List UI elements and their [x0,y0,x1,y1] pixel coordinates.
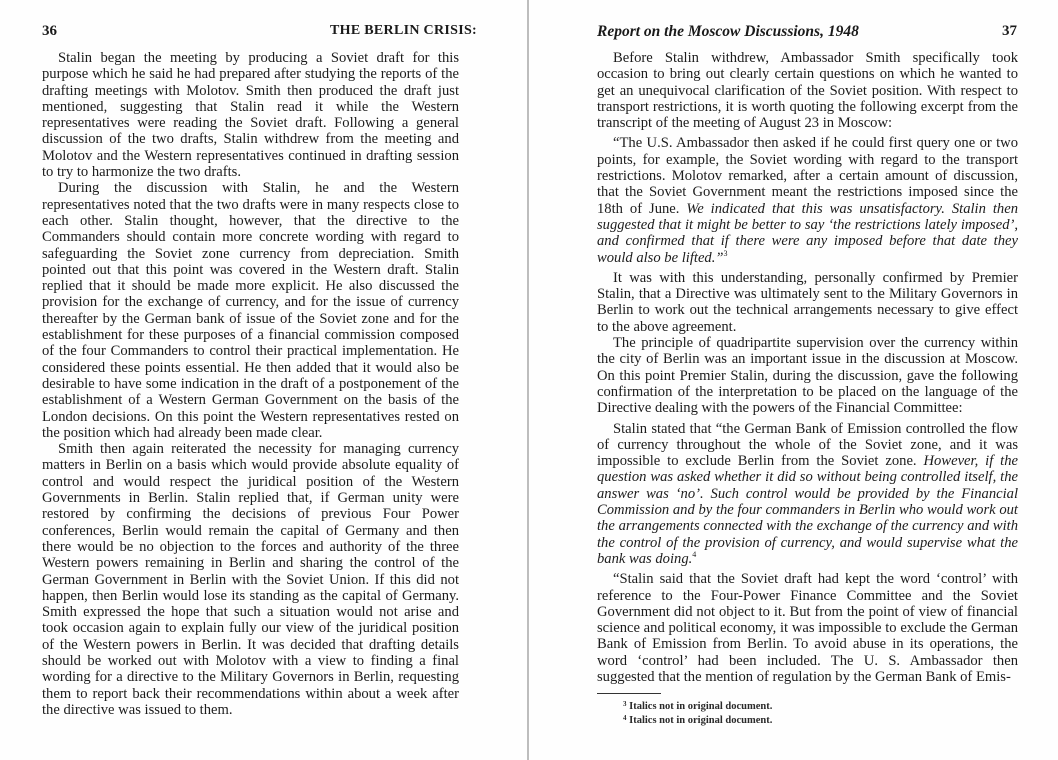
page-number-right: 37 [1002,23,1017,39]
paragraph: Smith then again reiterated the necessity for managing currency matters in Berlin on a basis which would provide absolute equality of control and would respect the juridical position of the Western Governments in Berlin. Stalin replied that, if German unity were restored by confirming the decisions of previous Four Power conferences, Berlin would remain the capital of Germany and then there would be no objection to the forces and authority of the three Western powers remaining in Berlin and sharing the control of the German Government in Berlin with the Soviet Union. If this did not happen, then Berlin would lose its standing as the capital of Germany. Smith expressed the hope that such a situation would not arise and took occasion again to explain fully our view of the juridical position of the Western powers in Berlin. It was decided that drafting details should be worked out with Molotov with a view to finding a final wording for a directive to the Military Governors in Berlin, requesting them to report back their recommendations within about a week after the directive was issued to them. [42,441,459,718]
footnote-text: Italics not in original document. [629,701,773,713]
left-body-text [42,50,459,718]
quote-text: “The U.S. Ambassador then asked if he could first query one or two points, for example, the Soviet wording with regard to the transport restrictions. Molotov remarked, after a certain amount of discussion, that the Soviet Government meant the restrictions imposed since the 18th of June. [597,135,1018,217]
running-head-right: Report on the Moscow Discussions, 1948 [597,23,859,40]
running-head-left: THE BERLIN CRISIS: [330,23,477,38]
footnote [597,700,1018,714]
footnote-mark: 4 [623,713,627,722]
paragraph: It was with this understanding, personally confirmed by Premier Stalin, that a Directive was ultimately sent to the Military Governors in Berlin to work out the technical arrangements necessary to give effect to the above agreement. [597,269,1018,335]
footnote-ref: 3 [723,248,728,258]
right-body-text [597,50,1018,727]
paragraph: Stalin began the meeting by producing a Soviet draft for this purpose which he said he had prepared after studying the reports of the drafting meetings with Molotov. Smith then produced the draft just mentioned, suggesting that Stalin read it while the Western representatives were reading the Soviet draft. Following a general discussion of the two drafts, Stalin withdrew from the meeting and Molotov and the Western representatives continued in drafting session to try to harmonize the two drafts. [42,50,459,181]
quote-italic-text: We indicated that this was unsatisfactory. Stalin then suggested that it might be better to say ‘the restrictions lately imposed’, and confirmed that if there were any imposed before that date they would also be lifted.” [597,200,1018,266]
quote-italic-text: However, if the question was asked whether it did so without being controlled itself, the answer was ‘no’. Such control would be provided by the Financial Commission and by the four commanders in Berlin who would work out the arrangements connected with the exchange of the currency and with the control of the provision of currency, and would supervise what the bank was doing. [597,453,1019,567]
block-quote [597,421,1018,568]
paragraph: “Stalin said that the Soviet draft had kept the word ‘control’ with reference to the Four-Power Finance Committee and the Soviet Government did not object to it. But from the point of view of financial science and political economy, it was impossible to exclude the German Bank of Emission from Berlin. To avoid abuse in its operations, the word ‘control’ had been included. The U. S. Ambassador then suggested that the mention of regulation by the German Bank of Emis- [597,571,1018,685]
page-number-left: 36 [42,23,57,39]
quote-text: Stalin stated that “the German Bank of Emission controlled the flow of currency throughout the whole of the Soviet zone, and it was impossible to exclude Berlin from the Soviet zone. [597,420,1018,470]
paragraph: Before Stalin withdrew, Ambassador Smith specifically took occasion to bring out clearly certain questions on which he wanted to get an unequivocal clarification of the Soviet position. With respect to transport restrictions, it is worth quoting the following excerpt from the transcript of the meeting of August 23 in Moscow: [597,50,1018,132]
footnote-rule [597,693,661,694]
block-quote [597,135,1018,265]
footnote [597,714,1018,728]
footnote-text: Italics not in original document. [629,714,773,726]
paragraph: During the discussion with Stalin, he and the Western representatives noted that the two drafts were in many respects close to each other. Stalin thought, however, that the directive to the Commanders should contain more concrete wording with regard to safeguarding the Soviet zone currency from depreciation. Smith pointed out that this point was covered in the Western draft. Stalin replied that it should be made more explicit. He also discussed the provision for the exchange of currency, and for the issue of currency thereafter by the German bank of issue of the Soviet zone and for the establishment for these purposes of a financial commission composed of the four Commanders to control their practical implementation. He considered these points essential. He then added that it would also be desirable to have some indication in the draft of a postponement of the establishment of a Western German Government on the basis of the London decisions. On this point the Western representatives rested on the position which had already been made clear. [42,180,459,441]
left-page [0,0,528,760]
footnote-ref: 4 [692,549,697,559]
footnote-mark: 3 [623,700,627,709]
paragraph: The principle of quadripartite supervision over the currency within the city of Berlin was an important issue in the discussion at Moscow. On this point Premier Stalin, during the discussion, gave the following confirmation of the interpretation to be placed on the language of the Directive dealing with the powers of the Financial Committee: [597,335,1018,417]
